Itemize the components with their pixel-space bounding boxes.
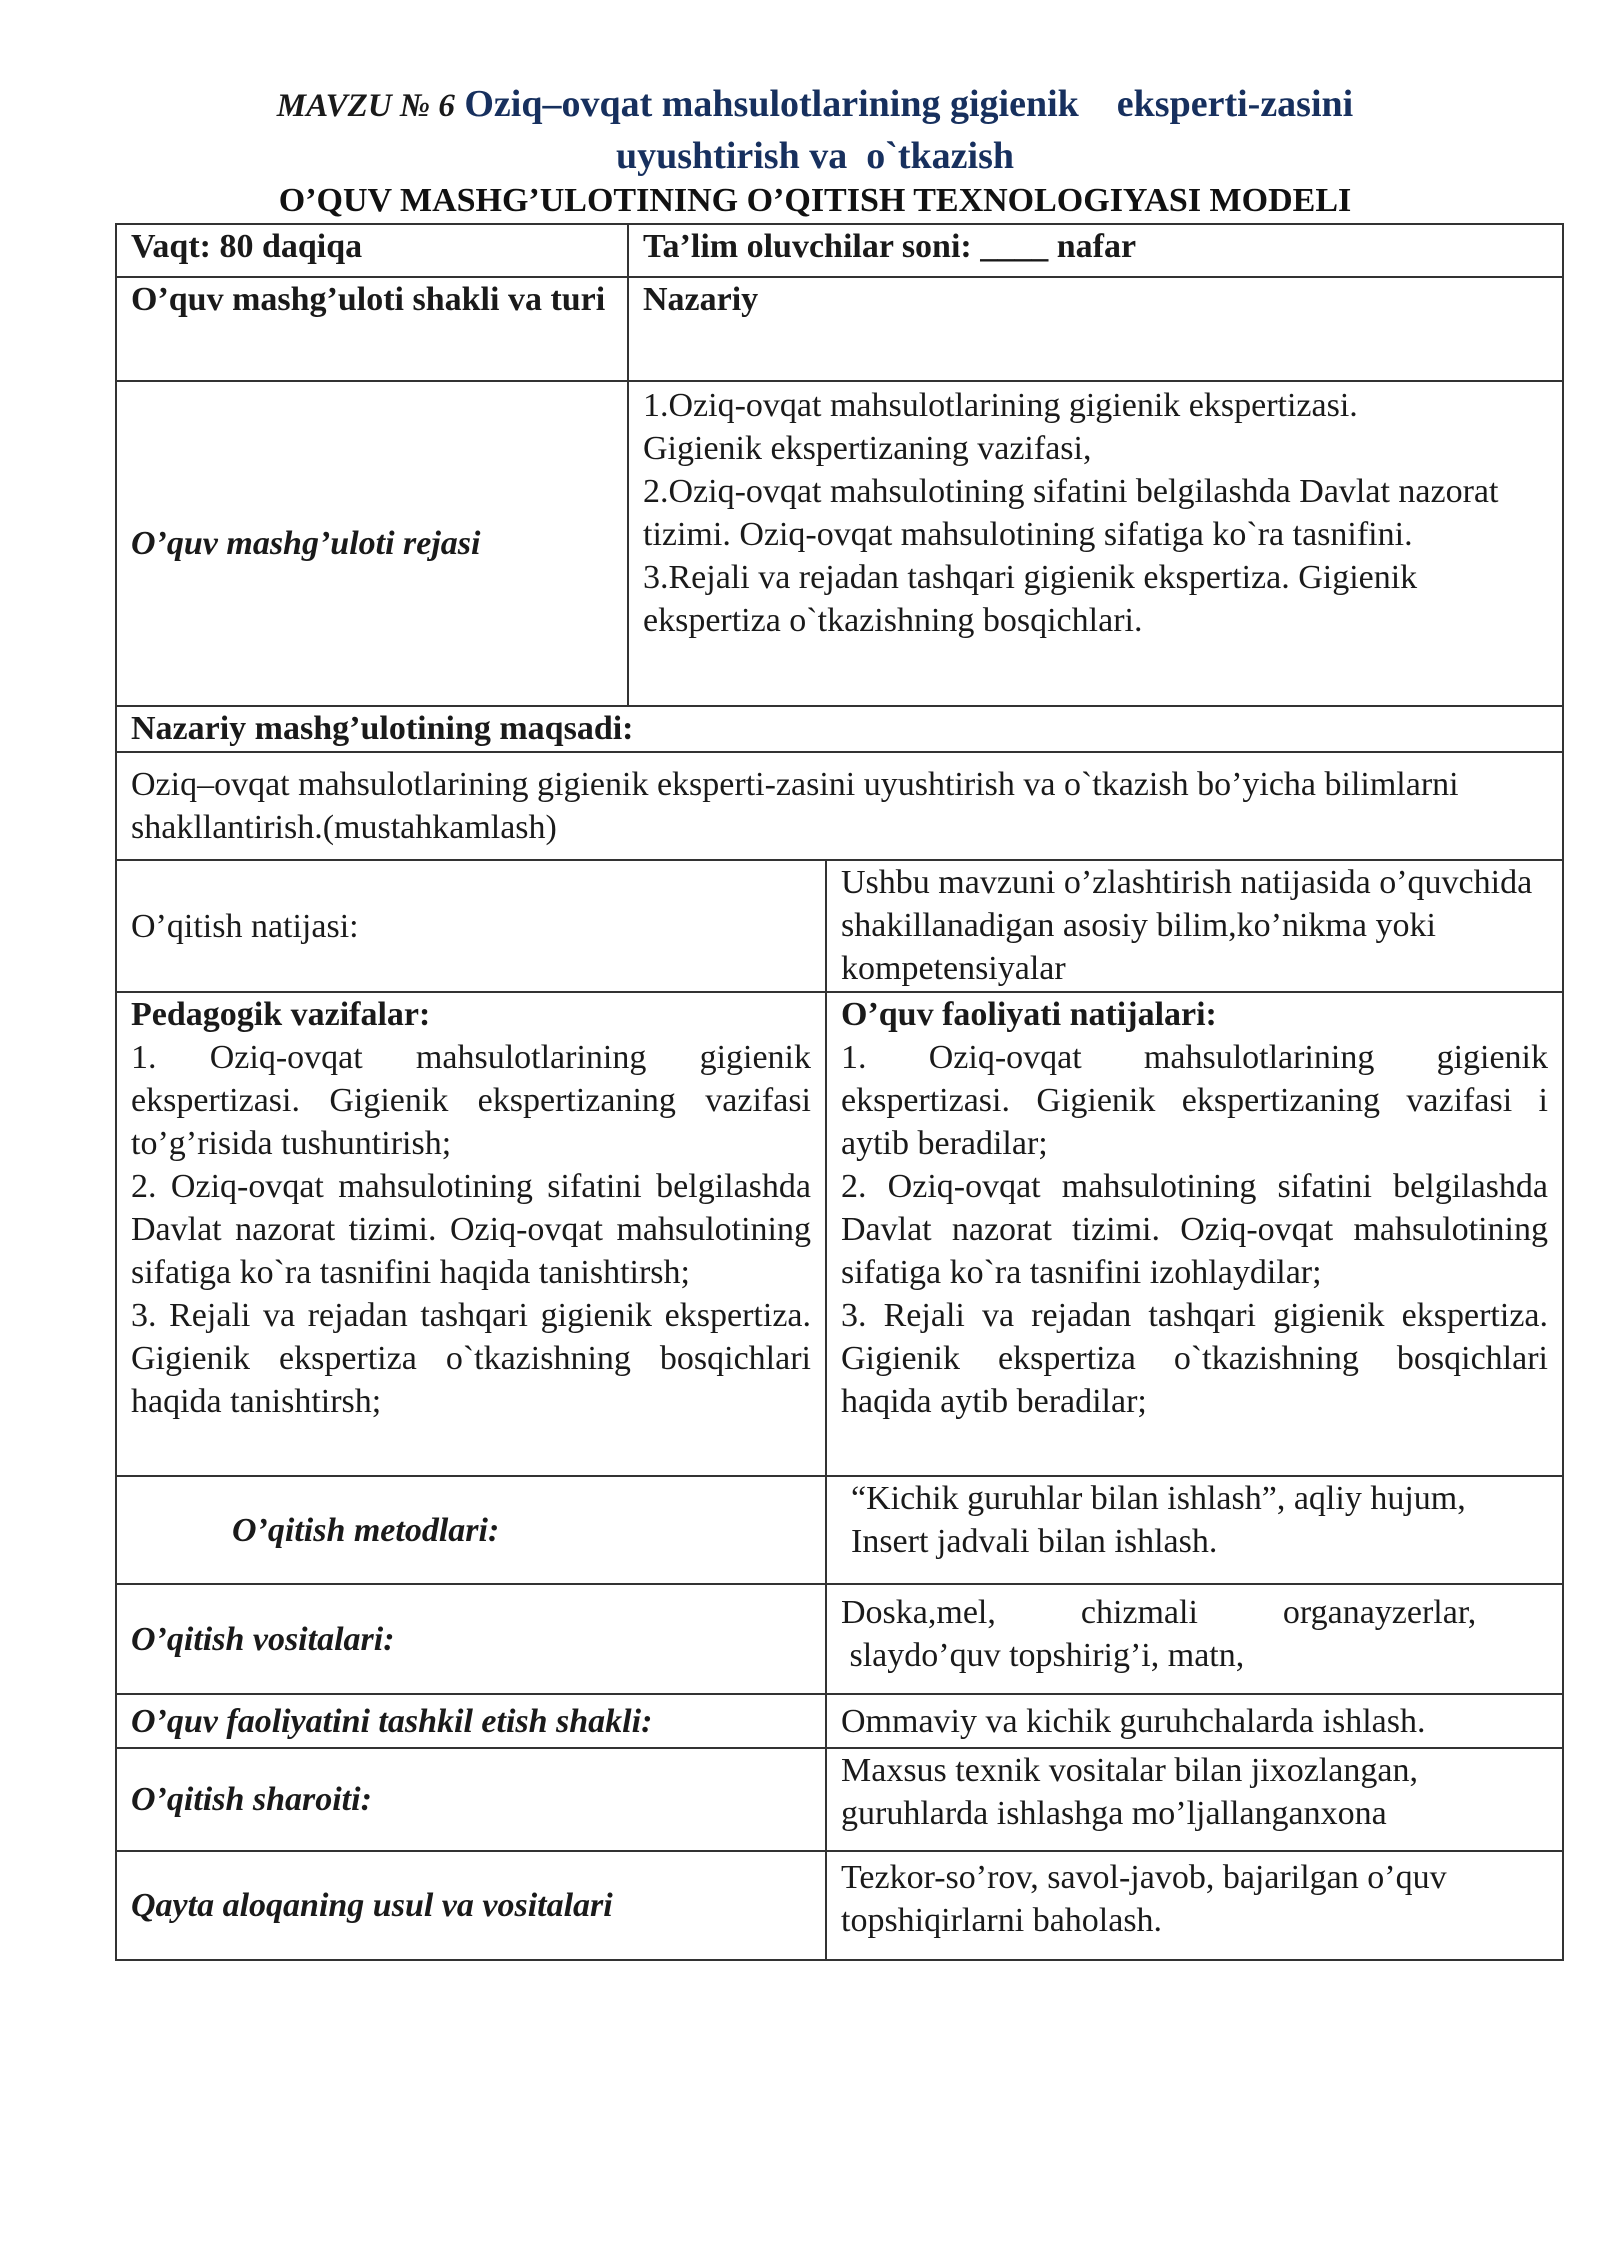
row-tasks: [116, 992, 1563, 1476]
result-value: Ushbu mavzuni o’zlashtirish natijasida o’quvchida shakillanadigan asosiy bilim,ko’nikma yoki kompetensiyalar: [826, 860, 1563, 992]
topic-title-part-2: uyushtirish va o`tkazish: [615, 135, 1015, 177]
row-result: [116, 860, 1563, 992]
learning-result-item: 1. Oziq-ovqat mahsulotlarining gigienik ekspertizasi. Gigienik ekspertizaning vazifasi i aytib beradilar;: [841, 1039, 1548, 1162]
row-goal-label: [116, 706, 1563, 752]
row-feedback: [116, 1851, 1563, 1960]
plan-item: 3.Rejali va rejadan tashqari gigienik ekspertiza. Gigienik ekspertiza o`tkazishning bosqichlari.: [643, 559, 1418, 639]
time-cell: Vaqt: 80 daqiqa: [116, 224, 628, 277]
plan-item: 2.Oziq-ovqat mahsulotining sifatini belgilashda Davlat nazorat tizimi. Oziq-ovqat mahsulotining sifatiga ko`ra tasnifini.: [643, 473, 1499, 553]
result-label: O’qitish natijasi:: [116, 860, 826, 992]
students-count-cell: Ta’lim oluvchilar soni: ____ nafar: [628, 224, 1563, 277]
row-tools: [116, 1584, 1563, 1694]
organization-value: Ommaviy va kichik guruhchalarda ishlash.: [826, 1694, 1563, 1748]
goal-label: Nazariy mashg’ulotining maqsadi:: [116, 706, 1563, 752]
row-form: [116, 277, 1563, 381]
pedagogical-tasks-title: Pedagogik vazifalar:: [131, 996, 431, 1033]
pedagogical-tasks-cell: [116, 992, 826, 1476]
pedagogical-task-item: 1. Oziq-ovqat mahsulotlarining gigienik ekspertizasi. Gigienik ekspertizaning vazifasi to’g’risida tushuntirish;: [131, 1039, 811, 1162]
tools-value: [826, 1584, 1563, 1694]
tools-line: slaydo’quv topshirig’i, matn,: [841, 1637, 1245, 1674]
feedback-value: Tezkor-so’rov, savol-javob, bajarilgan o’quv topshiqirlarni baholash.: [826, 1851, 1563, 1960]
conditions-label: O’qitish sharoiti:: [116, 1748, 826, 1851]
pedagogical-task-item: 3. Rejali va rejadan tashqari gigienik ekspertiza. Gigienik ekspertiza o`tkazishning bosqichlari haqida tanishtirsh;: [131, 1297, 811, 1420]
methods-label: O’qitish metodlari:: [116, 1476, 826, 1584]
row-plan: [116, 381, 1563, 706]
row-methods: [116, 1476, 1563, 1584]
form-value: Nazariy: [628, 277, 1563, 381]
conditions-value: Maxsus texnik vositalar bilan jixozlangan, guruhlarda ishlashga mo’ljallanganxona: [826, 1748, 1563, 1851]
plan-content: [628, 381, 1563, 706]
lesson-model-table: [115, 223, 1564, 1961]
tools-line: Doska,mel, chizmali organayzerlar,: [841, 1594, 1477, 1631]
row-organization: [116, 1694, 1563, 1748]
row-goal-text: [116, 752, 1563, 860]
tools-label: O’qitish vositalari:: [116, 1584, 826, 1694]
learning-result-item: 2. Oziq-ovqat mahsulotining sifatini belgilashda Davlat nazorat tizimi. Oziq-ovqat mahsulotining sifatiga ko`ra tasnifini izohlaydilar;: [841, 1168, 1548, 1291]
topic-title-part-1: Oziq–ovqat mahsulotlarining gigienik eksperti-zasini: [464, 83, 1354, 125]
row-conditions: [116, 1748, 1563, 1851]
row-time: [116, 224, 1563, 277]
plan-item: Gigienik ekspertizaning vazifasi,: [643, 430, 1092, 467]
mavzu-label: MAVZU № 6: [276, 88, 455, 124]
form-label: O’quv mashg’uloti shakli va turi: [116, 277, 628, 381]
model-subtitle: O’QUV MASHG’ULOTINING O’QITISH TEXNOLOGIYASI MODELI: [278, 182, 1352, 219]
plan-label: O’quv mashg’uloti rejasi: [116, 381, 628, 706]
learning-result-item: 3. Rejali va rejadan tashqari gigienik ekspertiza. Gigienik ekspertiza o`tkazishning bosqichlari haqida aytib beradilar;: [841, 1297, 1548, 1420]
pedagogical-task-item: 2. Oziq-ovqat mahsulotining sifatini belgilashda Davlat nazorat tizimi. Oziq-ovqat mahsulotining sifatiga ko`ra tasnifini haqida tanishtirsh;: [131, 1168, 811, 1291]
plan-item: 1.Oziq-ovqat mahsulotlarining gigienik ekspertizasi.: [643, 387, 1358, 424]
organization-label: O’quv faoliyatini tashkil etish shakli:: [116, 1694, 826, 1748]
learning-results-title: O’quv faoliyati natijalari:: [841, 996, 1217, 1033]
title-line-1: [115, 78, 1515, 132]
goal-text: Oziq–ovqat mahsulotlarining gigienik eksperti-zasini uyushtirish va o`tkazish bo’yicha bilimlarni shakllantirish.(mustahkamlash): [116, 752, 1563, 860]
methods-value: “Kichik guruhlar bilan ishlash”, aqliy hujum, Insert jadvali bilan ishlash.: [826, 1476, 1563, 1584]
feedback-label: Qayta aloqaning usul va vositalari: [116, 1851, 826, 1960]
learning-results-cell: [826, 992, 1563, 1476]
